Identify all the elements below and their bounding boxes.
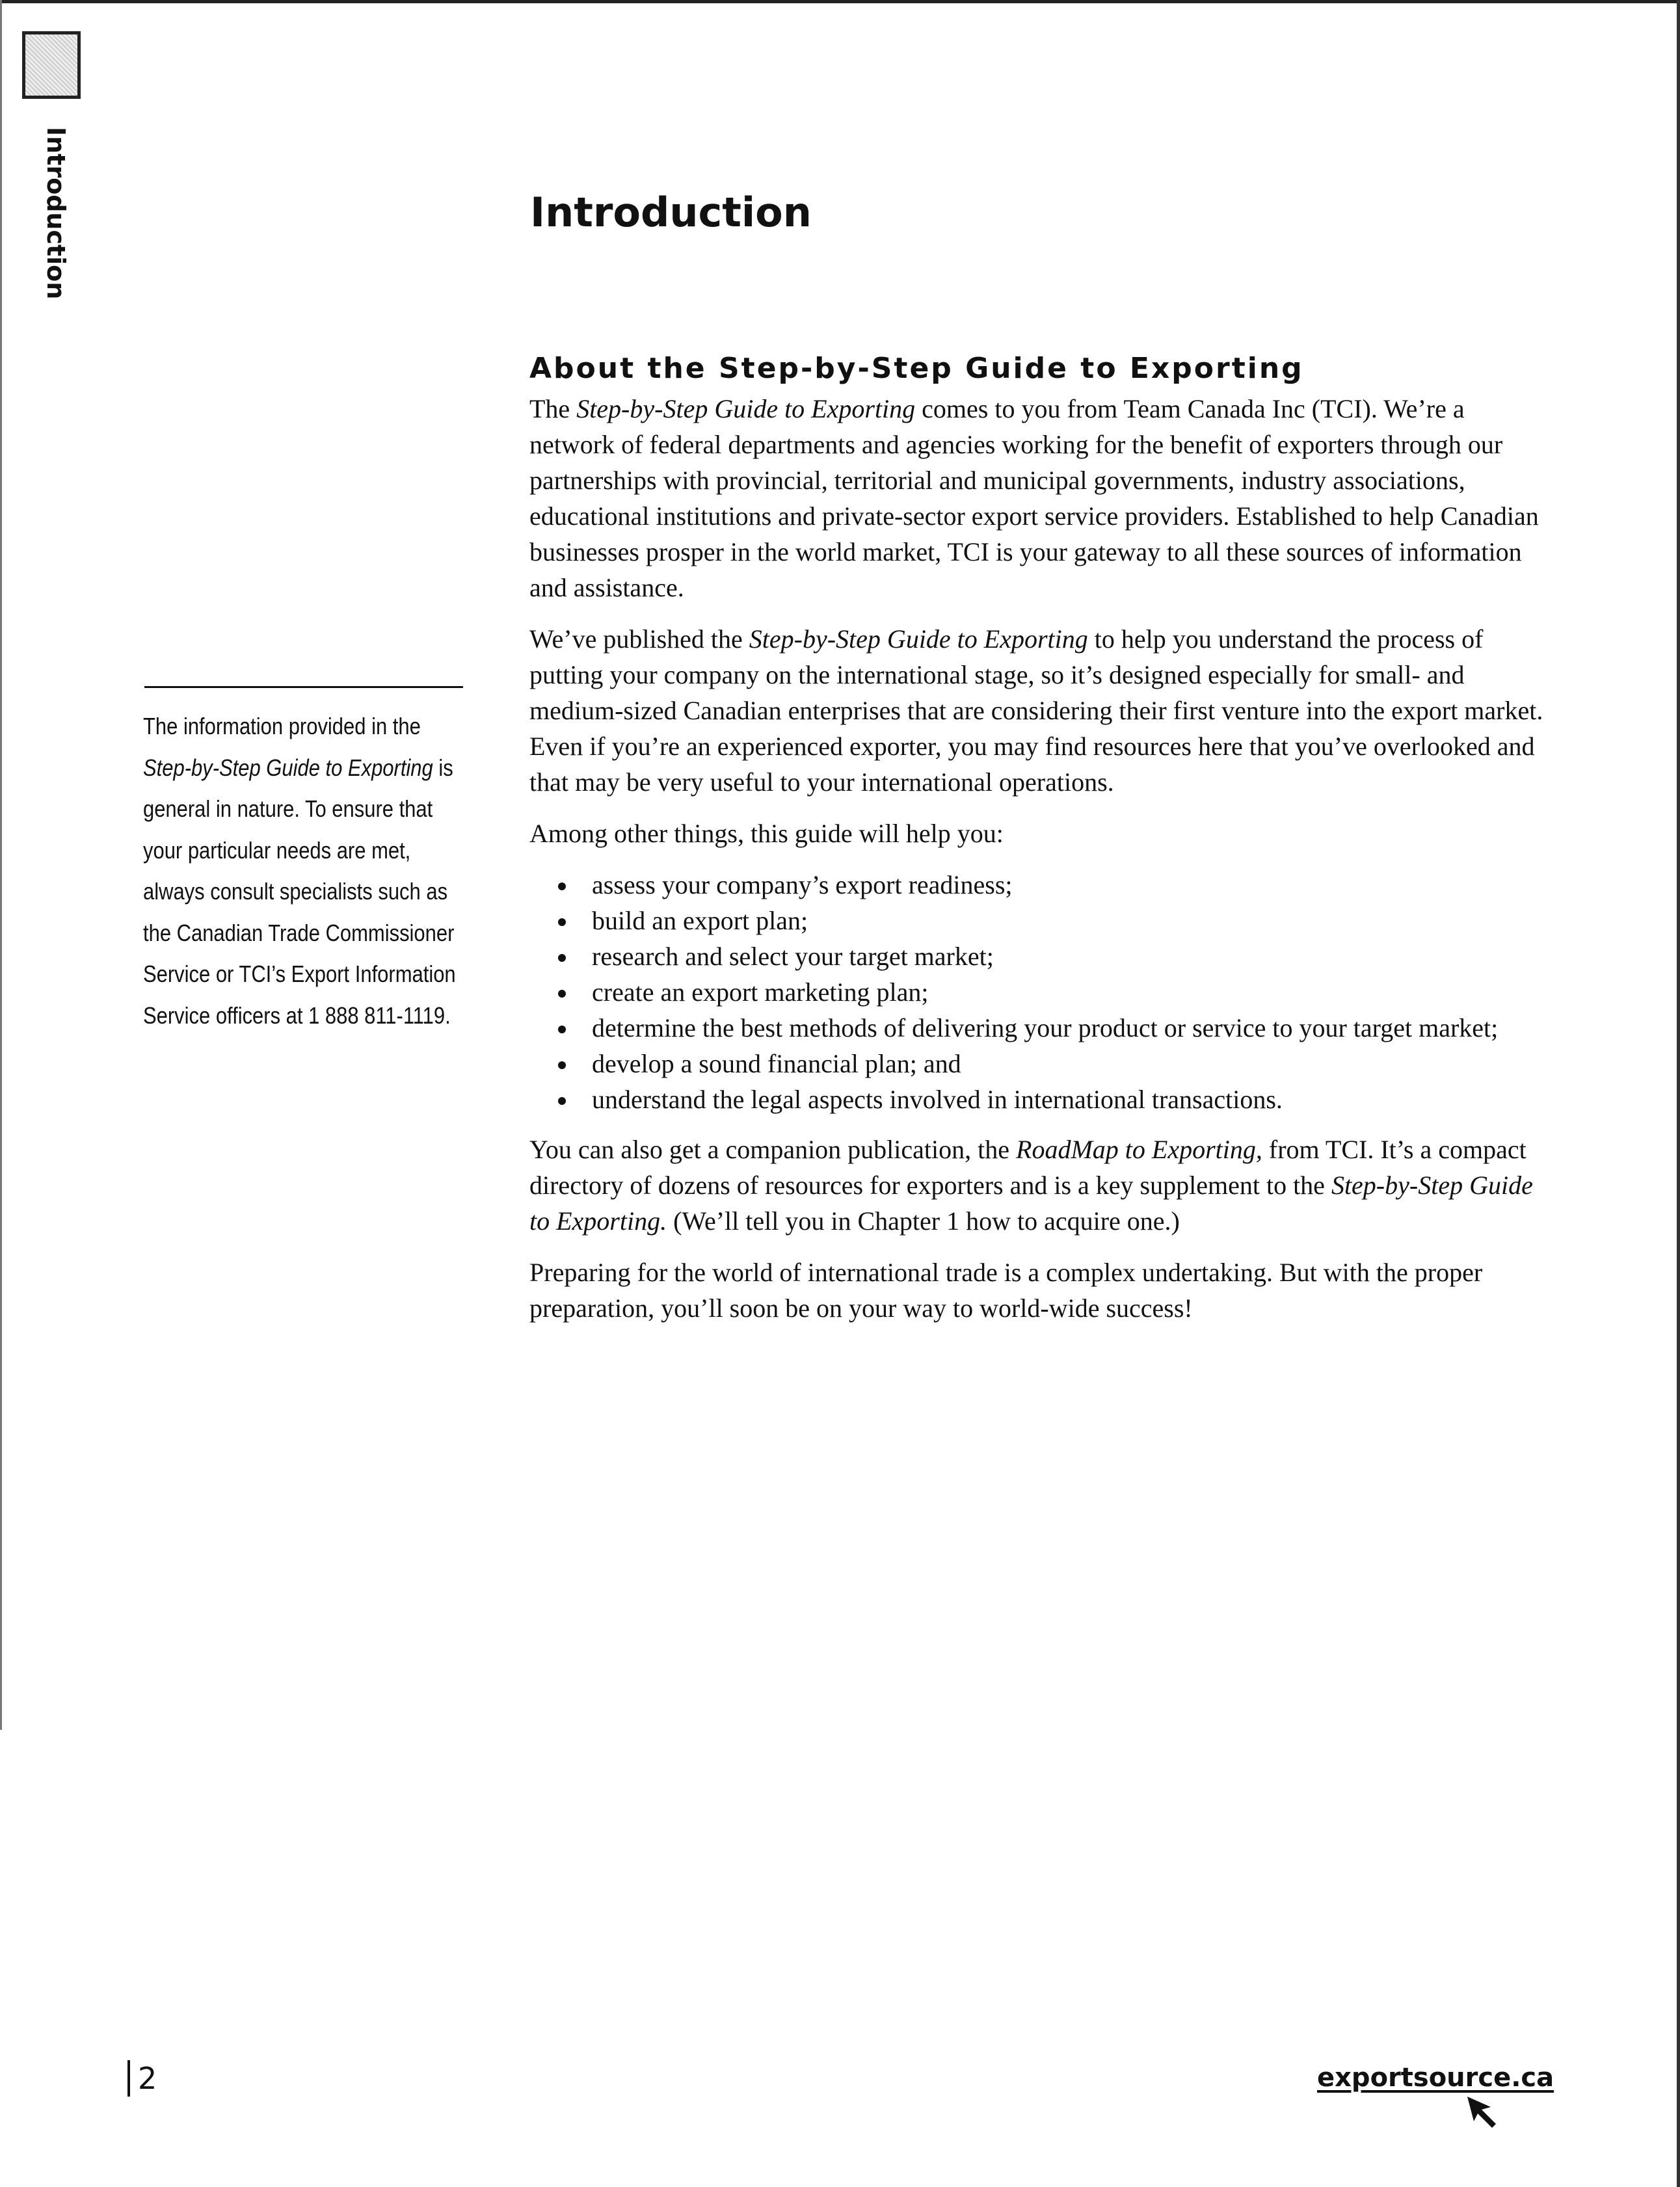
sidebar-note: The information provided in the Step-by-Step Guide to Exporting is general in nature. To ensure that your particular needs are met, always consult specialists such as the Canadian Trade Commissioner Service or TCI’s Export Information Service officers at 1 888 811-1119. <box>143 713 456 1029</box>
benefits-list <box>527 867 1548 1117</box>
list-item: assess your company’s export readiness; <box>558 867 1548 903</box>
paragraph-closing: Preparing for the world of international trade is a complex undertaking. But with the proper preparation, you’ll soon be on your way to world-wide success! <box>529 1258 1483 1323</box>
section-heading: About the Step-by-Step Guide to Exporting <box>529 352 1304 385</box>
list-item: understand the legal aspects involved in international transactions. <box>558 1081 1548 1117</box>
section-tab-marker <box>22 31 81 99</box>
list-item: build an export plan; <box>558 903 1548 938</box>
page-right-border <box>1677 0 1680 2187</box>
list-item: develop a sound financial plan; and <box>558 1046 1548 1081</box>
website-link[interactable]: exportsource.ca <box>1317 2063 1554 2093</box>
paragraph-about-tci: The Step-by-Step Guide to Exporting comes to you from Team Canada Inc (TCI). We’re a network of federal departments and agencies working for the benefit of exporters through our partnerships with provincial, territorial and municipal governments, industry associations, educational institutions and private-sector export service providers. Established to help Canadian businesses prosper in the world market, TCI is your gateway to all these sources of information and assistance. <box>529 394 1539 602</box>
paragraph-companion-publication: You can also get a companion publication, the RoadMap to Exporting, from TCI. It’s a compact directory of dozens of resources for exporters and is a key supplement to the Step-by-Step Guide to Exporting. (We’ll tell you in Chapter 1 how to acquire one.) <box>529 1135 1533 1236</box>
page-left-edge <box>0 0 2 1730</box>
mouse-pointer-icon <box>1465 2094 1504 2133</box>
list-item: create an export marketing plan; <box>558 974 1548 1010</box>
sidebar-divider <box>144 686 463 688</box>
list-item: research and select your target market; <box>558 938 1548 974</box>
main-content <box>527 348 1548 1342</box>
list-item: determine the best methods of delivering your product or service to your target market; <box>558 1010 1548 1046</box>
page-number: 2 <box>127 2060 157 2097</box>
paragraph-purpose: We’ve published the Step-by-Step Guide to Exporting to help you understand the process of putting your company on the international stage, so it’s designed especially for small- and medium-sized Canadian enterprises that are considering their first venture into the export market. Even if you’re an experienced exporter, you may find resources here that you’ve overlooked and that may be very useful to your international operations. <box>529 624 1543 797</box>
paragraph-list-intro: Among other things, this guide will help you: <box>529 819 1004 848</box>
section-tab-label: Introduction <box>42 127 70 300</box>
page-title: Introduction <box>530 189 812 236</box>
page-top-border <box>0 0 1680 3</box>
